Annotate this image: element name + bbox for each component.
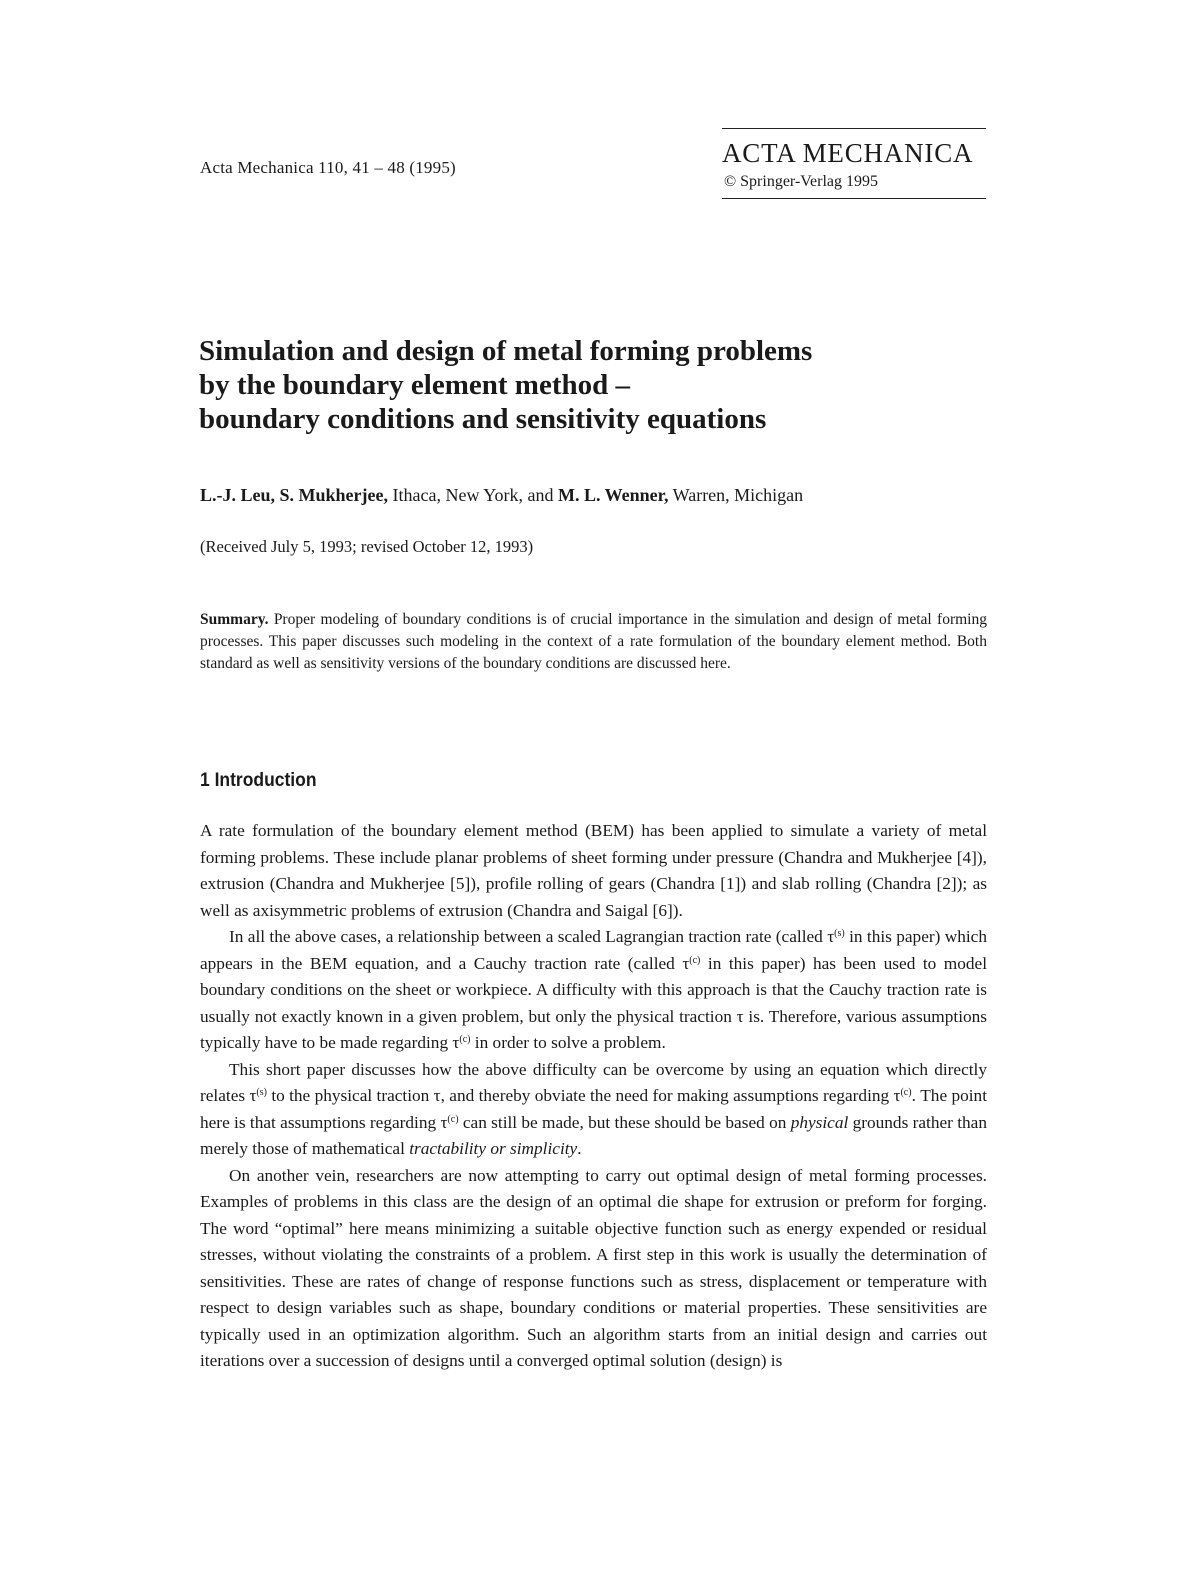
summary-abstract: [200, 609, 987, 675]
received-dates: (Received July 5, 1993; revised October 12, 1993): [200, 537, 534, 556]
summary-label: Summary.: [200, 611, 269, 628]
author-affiliation-1: Ithaca, New York, and: [388, 485, 558, 505]
author-line: [200, 485, 803, 506]
author-affiliation-2: Warren, Michigan: [668, 485, 804, 505]
body-text: [200, 818, 987, 1375]
author-names-2: M. L. Wenner,: [557, 485, 669, 505]
paragraph-1: A rate formulation of the boundary element method (BEM) has been applied to simulate a variety of metal forming problems. These include planar problems of sheet forming under pressure (Chandra and Mukherjee [4]), extrusion (Chandra and Mukherjee [5]), profile rolling of gears (Chandra [1]) and slab rolling (Chandra [2]); as well as axisymmetric problems of extrusion (Chandra and Saigal [6]).: [200, 821, 987, 920]
journal-name: ACTA MECHANICA: [722, 138, 974, 168]
paragraph-3: This short paper discusses how the above difficulty can be overcome by using an equation which directly relates $\tau^{(s)}$ to the physical traction τ, and thereby obviate the need for making assumptions regarding $\tau^{(c)}$. The point here is that assumptions regarding $\tau^{(c)}$ can still be made, but these should be based on physical grounds rather than merely those of mathematical tractability or simplicity.: [200, 1059, 987, 1158]
journal-reference: Acta Mechanica 110, 41 – 48 (1995): [200, 158, 456, 177]
journal-masthead: [722, 128, 986, 199]
summary-text: Proper modeling of boundary conditions is of crucial importance in the simulation and design of metal forming processes. This paper discusses such modeling in the context of a rate formulation of the boundary element method. Both standard as well as sensitivity versions of the boundary conditions are discussed here.: [200, 611, 987, 672]
paragraph-4: On another vein, researchers are now attempting to carry out optimal design of metal forming processes. Examples of problems in this class are the design of an optimal die shape for extrusion or preform for forging. The word “optimal” here means minimizing a suitable objective function such as energy expended or residual stresses, without violating the constraints of a problem. A first step in this work is usually the determination of sensitivities. These are rates of change of response functions such as stress, displacement or temperature with respect to design variables such as shape, boundary conditions or material properties. These sensitivities are typically used in an optimization algorithm. Such an algorithm starts from an initial design and carries out iterations over a succession of designs until a converged optimal solution (design) is: [200, 1165, 987, 1370]
masthead-top-rule: [722, 128, 986, 129]
paragraph-2: In all the above cases, a relationship between a scaled Lagrangian traction rate (called $\tau^{(s)}$ in this paper) which appears in the BEM equation, and a Cauchy traction rate (called $\tau^{(c)}$ in this paper) has been used to model boundary conditions on the sheet or workpiece. A difficulty with this approach is that the Cauchy traction rate is usually not exactly known in a given problem, but only the physical traction τ is. Therefore, various assumptions typically have to be made regarding $\tau^{(c)}$ in order to solve a problem.: [200, 927, 988, 1052]
title-line-2: by the boundary element method –: [199, 369, 630, 401]
author-names-1: L.-J. Leu, S. Mukherjee,: [200, 485, 388, 505]
copyright-line: © Springer-Verlag 1995: [724, 173, 879, 190]
title-line-3: boundary conditions and sensitivity equations: [199, 403, 767, 435]
section-heading: 1 Introduction: [200, 770, 317, 791]
article-title: [199, 334, 999, 436]
masthead-bottom-rule: [722, 198, 986, 199]
title-line-1: Simulation and design of metal forming problems: [199, 335, 813, 367]
